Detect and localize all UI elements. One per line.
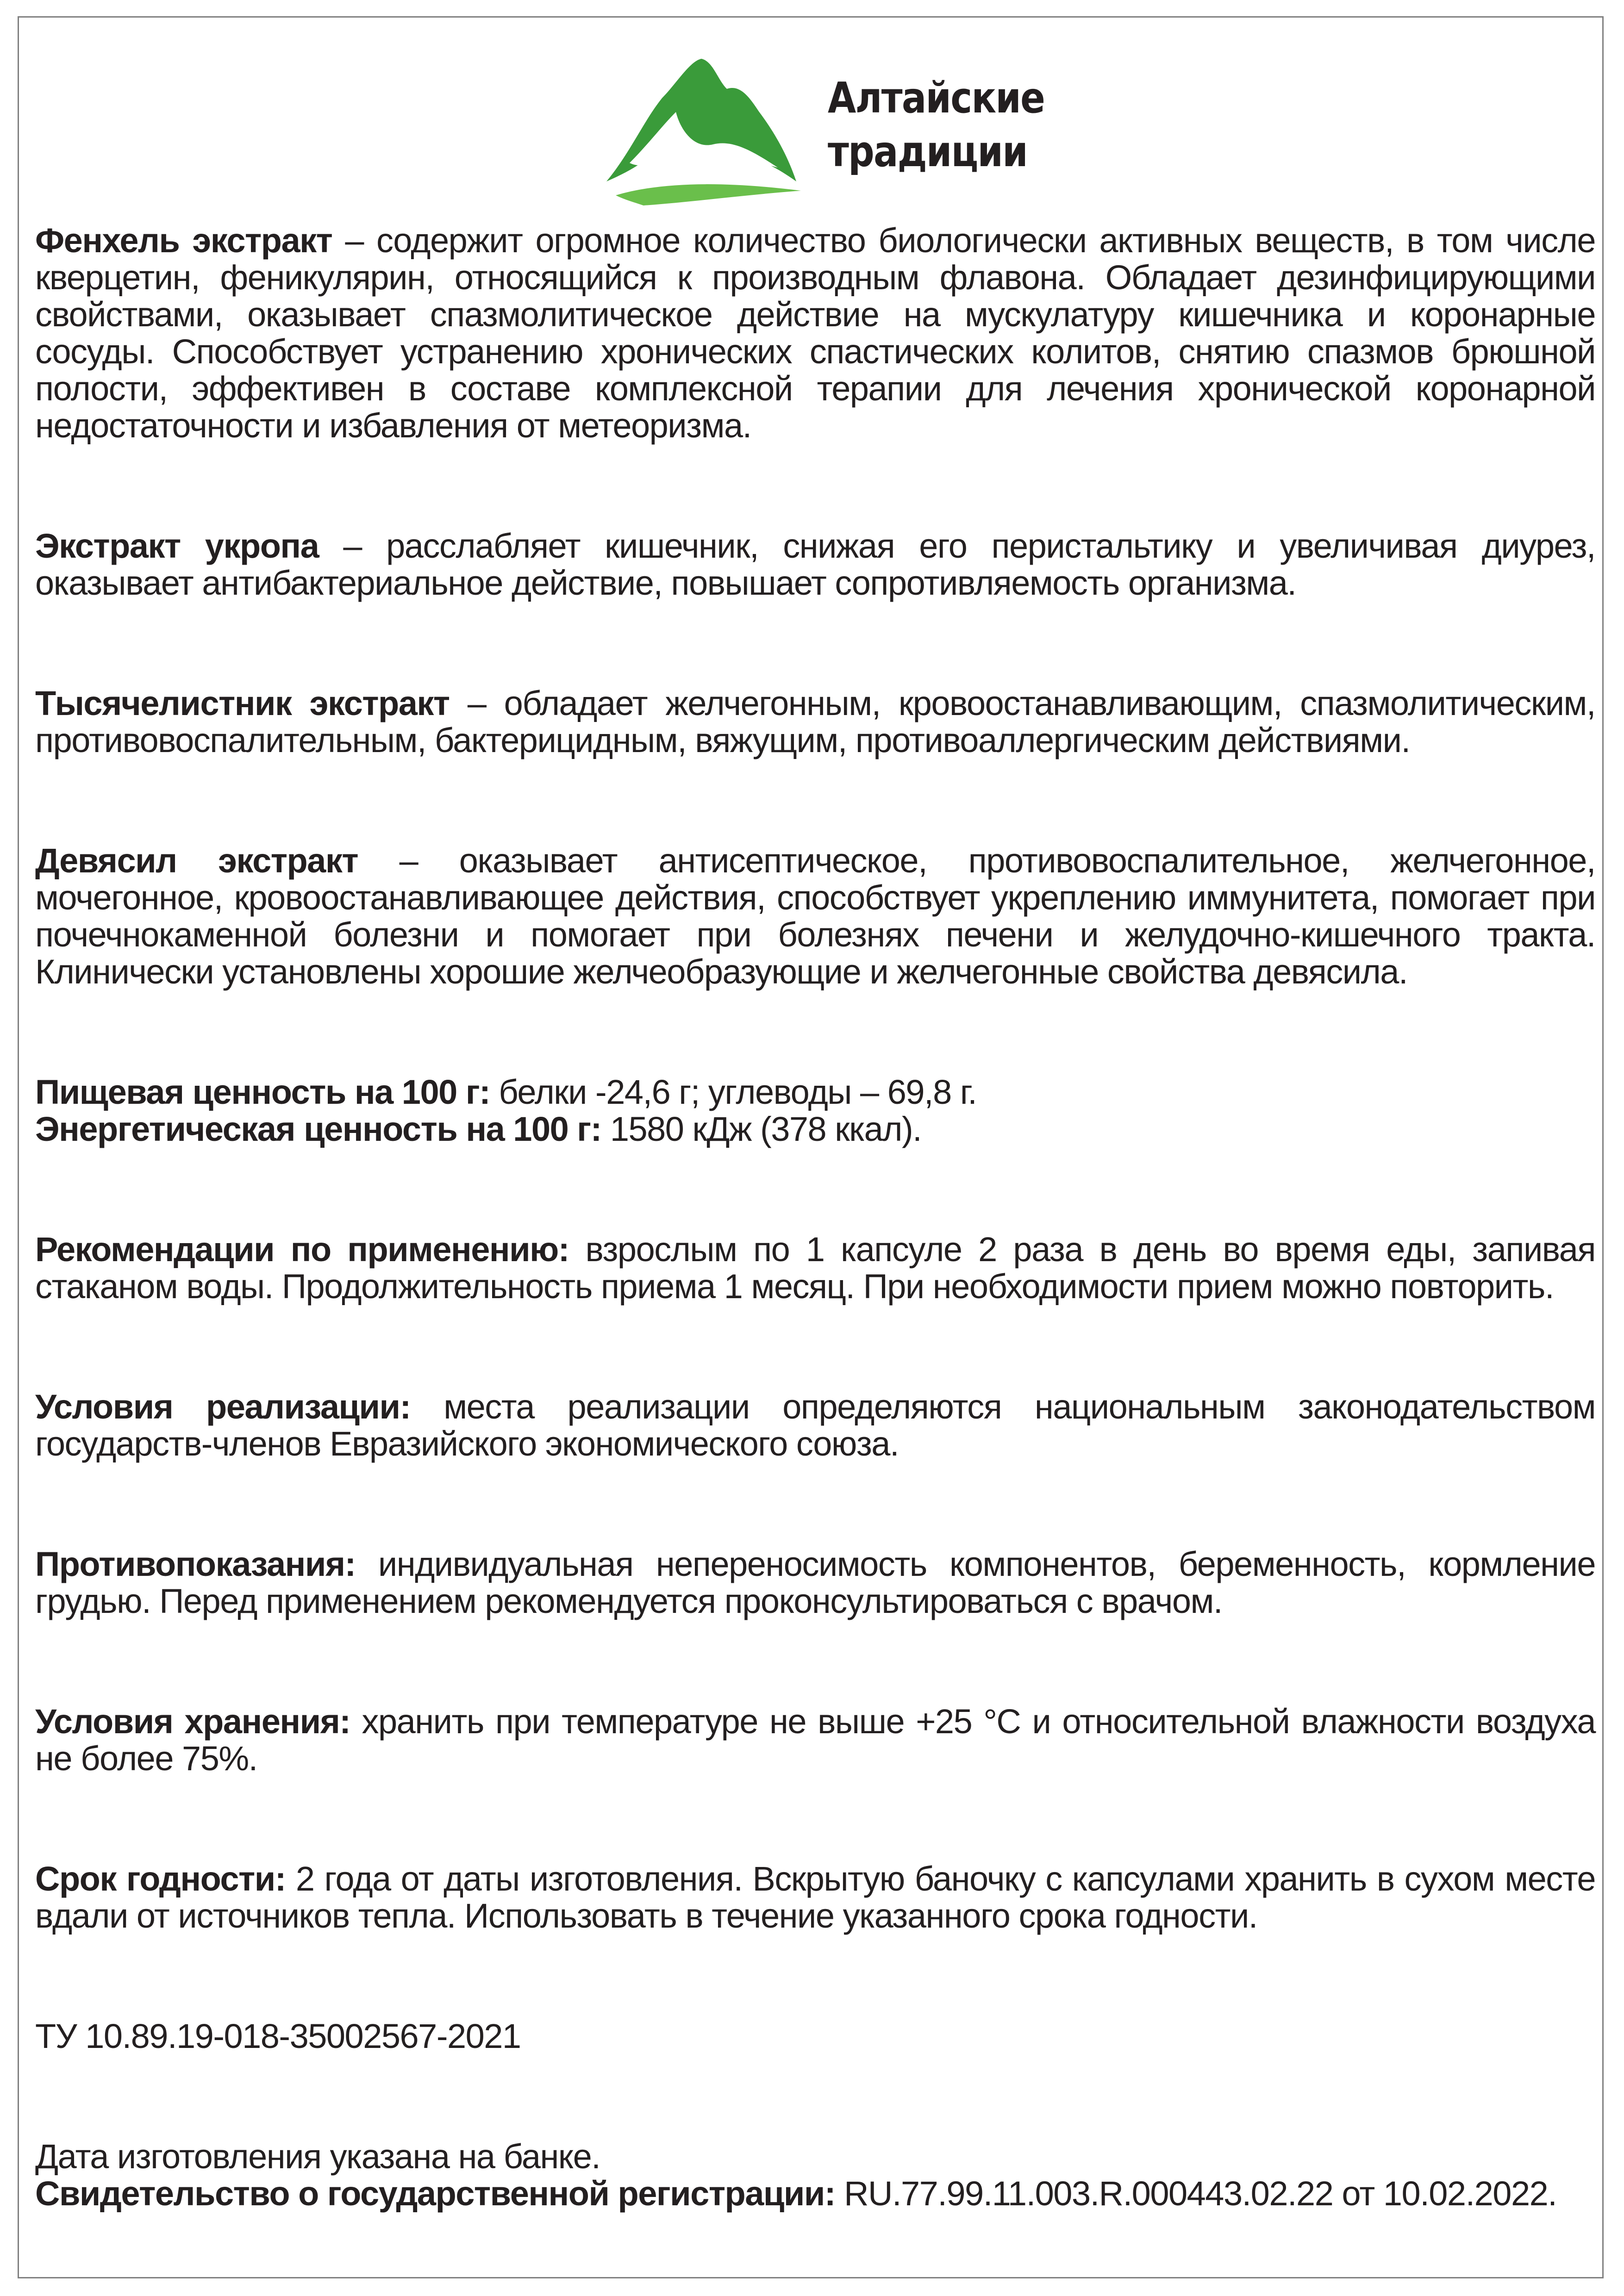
sale-conditions xyxy=(35,1388,1595,1462)
section-label: Тысячелистник экстракт xyxy=(35,684,450,722)
section-yarrow xyxy=(35,685,1595,759)
shelf-life-label: Срок годности: xyxy=(35,1860,286,1898)
storage-text: хранить при температуре не выше +25 °С и относительной влажности воздуха не более 75%. xyxy=(35,1702,1595,1778)
brand-name-line2: традиции xyxy=(828,127,1027,176)
sale-conditions-label: Условия реализации: xyxy=(35,1388,411,1426)
section-text: – обладает желчегонным, кровоостанавливающим, спазмолитическим, противовоспалительным, бактерицидным, вяжущим, противоаллергическим действиями. xyxy=(35,684,1595,759)
shelf-life-text: 2 года от даты изготовления. Вскрытую баночку с капсулами хранить в сухом месте вдали от источников тепла. Использовать в течение указанного срока годности. xyxy=(35,1860,1595,1935)
energy-value xyxy=(35,1111,1595,1148)
contraindications-text: индивидуальная непереносимость компонентов, беременность, кормление грудью. Перед применением рекомендуется проконсультироваться с врачом. xyxy=(35,1545,1595,1620)
section-elecampane xyxy=(35,842,1595,990)
brand-name-line1: Алтайские xyxy=(828,73,1045,123)
nutrition-label: Пищевая ценность на 100 г: xyxy=(35,1073,490,1111)
section-label: Экстракт укропа xyxy=(35,527,319,565)
recommendations xyxy=(35,1231,1595,1305)
section-dill xyxy=(35,528,1595,602)
section-label: Фенхель экстракт xyxy=(35,221,332,260)
shelf-life xyxy=(35,1860,1595,1935)
energy-text: 1580 кДж (378 ккал). xyxy=(601,1110,922,1148)
brand-name xyxy=(828,71,1044,179)
section-text: – оказывает антисептическое, противовоспалительное, желчегонное, мочегонное, кровоостанавливающее действия, способствует укреплению иммунитета, помогает при почечнокаменной болезни и помогает при болезнях печени и желудочно-кишечного тракта. Клинически установлены хорошие желчеобразующие и желчегонные свойства девясила. xyxy=(35,841,1595,991)
storage-label: Условия хранения: xyxy=(35,1702,350,1741)
sale-conditions-text: места реализации определяются национальным законодательством государств-членов Евразийского экономического союза. xyxy=(35,1388,1595,1463)
registration-certificate xyxy=(35,2175,1595,2212)
registration-text: RU.77.99.11.003.R.000443.02.22 от 10.02.2022. xyxy=(835,2174,1557,2213)
nutrition-text: белки -24,6 г; углеводы – 69,8 г. xyxy=(490,1073,977,1111)
contraindications-label: Противопоказания: xyxy=(35,1545,356,1583)
manufacture-date: Дата изготовления указана на банке. xyxy=(35,2137,600,2176)
technical-spec: ТУ 10.89.19-018-35002567-2021 xyxy=(35,2017,521,2055)
section-text: – расслабляет кишечник, снижая его перистальтику и увеличивая диурез, оказывает антибактериальное действие, повышает сопротивляемость организма. xyxy=(35,527,1595,602)
contraindications xyxy=(35,1546,1595,1620)
section-label: Девясил экстракт xyxy=(35,841,358,880)
recommendations-label: Рекомендации по применению: xyxy=(35,1230,569,1269)
storage-conditions xyxy=(35,1703,1595,1777)
section-text: – содержит огромное количество биологически активных веществ, в том числе кверцетин, феникулярин, относящийся к производным флавона. Обладает дезинфицирующими свойствами, оказывает спазмолитическое действие на мускулатуру кишечника и коронарные сосуды. Способствует устранению хронических спастических колитов, снятию спазмов брюшной полости, эффективен в составе комплексной терапии для лечения хронической коронарной недостаточности и избавления от метеоризма. xyxy=(35,221,1595,445)
mountain-icon xyxy=(588,43,810,209)
nutrition-value xyxy=(35,1074,1595,1111)
registration-label: Свидетельство о государственной регистрации: xyxy=(35,2174,836,2213)
section-fennel xyxy=(35,222,1595,444)
brand-logo xyxy=(588,43,1051,209)
recommendations-text: взрослым по 1 капсуле 2 раза в день во время еды, запивая стаканом воды. Продолжительность приема 1 месяц. При необходимости прием можно повторить. xyxy=(35,1230,1596,1306)
energy-label: Энергетическая ценность на 100 г: xyxy=(35,1110,601,1148)
label-content xyxy=(35,222,1595,2212)
